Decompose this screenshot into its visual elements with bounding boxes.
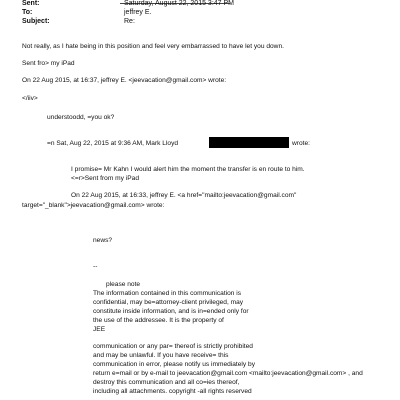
sent-value: Saturday, August 22, 2015 3:47 PM <box>124 0 235 7</box>
disclaimer-line: the use of the addressee. It is the property of <box>93 317 224 324</box>
markup-fragment: </iiv> <box>22 95 38 102</box>
news-line: news? <box>93 237 113 244</box>
disclaimer-line: communication in error, please notify us immediately by <box>93 361 255 368</box>
reply-text: Not really, as I hate being in this position and feel very embarrassed to have let you down. <box>22 43 284 50</box>
quote-header: On 22 Aug 2015, at 16:37, jeffrey E. <jeevacation@gmail.com> wrote: <box>22 77 227 84</box>
quoted-reply: understoodd, =you ok? <box>47 114 115 121</box>
quoted-promise: I promise= Mr Kahn I would alert him the moment the transfer is en route to him. <box>71 166 305 173</box>
signature-line: Sent fro> my iPad <box>22 60 75 67</box>
nested-quote-header-end: wrote: <box>292 140 310 147</box>
disclaimer-line: JEE <box>93 326 106 333</box>
disclaimer-line: including all attachments. copyright -all rights reserved <box>93 388 252 395</box>
redaction-box <box>209 137 289 148</box>
disclaimer-title: please note <box>106 281 141 288</box>
disclaimer-line: destroy this communication and all co=ies thereof, <box>93 379 240 386</box>
disclaimer-line: communication or any par= thereof is strictly prohibited <box>93 343 253 350</box>
subject-label: Subject: <box>22 18 50 25</box>
nested-quote-header: =n Sat, Aug 22, 2015 at 9:36 AM, Mark Lloyd <box>47 140 179 147</box>
deep-quote-header-cont: target="_blank">jeevacation@gmail.com> wrote: <box>22 202 165 209</box>
subject-value: Re: <box>124 18 135 25</box>
sent-label: Sent: <box>22 0 40 7</box>
disclaimer-line: return e=mail or by e-mail to jeevacation@gmail.com <mailto:jeevacation@gmail.com> , and <box>93 370 363 377</box>
separator-dashes: -- <box>93 263 98 270</box>
to-value: jeffrey E. <box>124 9 152 16</box>
deep-quote-header: On 22 Aug 2015, at 16:33, jeffrey E. <a href="mailto:jeevacation@gmail.com" <box>71 192 297 199</box>
quoted-signature: <=r>Sent from my iPad <box>71 175 139 182</box>
to-label: To: <box>22 9 33 16</box>
disclaimer-line: The information contained in this communication is <box>93 290 242 297</box>
disclaimer-line: and may be unlawful. If you have receive= this <box>93 352 229 359</box>
disclaimer-line: constitute inside information, and is in=ended only for <box>93 308 249 315</box>
disclaimer-line: confidential, may be=attorney-client privileged, may <box>93 299 244 306</box>
